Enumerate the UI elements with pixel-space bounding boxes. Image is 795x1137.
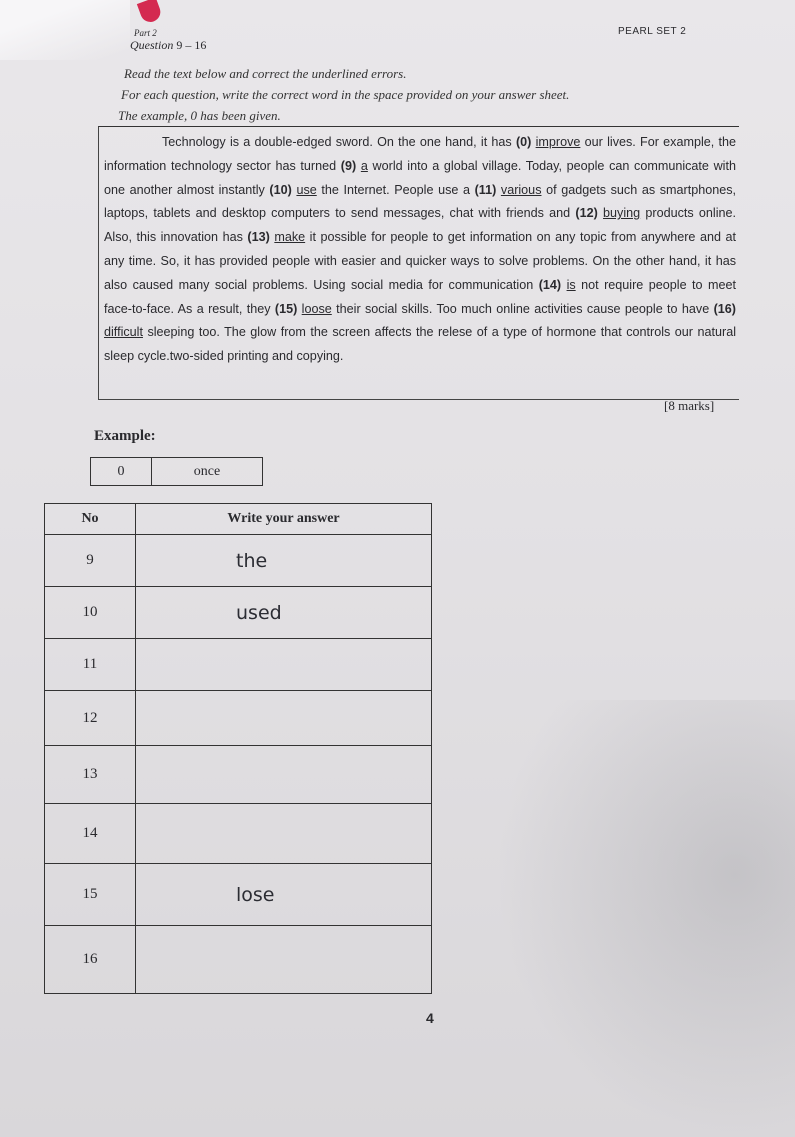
set-label: PEARL SET 2 bbox=[618, 26, 687, 37]
row-number: 15 bbox=[45, 864, 136, 926]
part-label: Part 2 bbox=[134, 28, 157, 38]
underlined-error-16: difficult bbox=[104, 325, 143, 340]
underlined-error-11: various bbox=[500, 182, 542, 197]
row-number: 14 bbox=[45, 804, 136, 864]
background-shape bbox=[0, 0, 130, 60]
table-row bbox=[45, 639, 432, 691]
answer-table bbox=[44, 503, 432, 994]
answer-cell[interactable] bbox=[136, 746, 432, 804]
question-label: Question bbox=[130, 38, 174, 52]
row-number: 12 bbox=[45, 691, 136, 746]
page-number: 4 bbox=[426, 1010, 434, 1026]
row-number: 16 bbox=[45, 926, 136, 994]
underlined-error-14: is bbox=[566, 277, 576, 292]
table-row bbox=[45, 746, 432, 804]
example-label: Example: bbox=[94, 428, 156, 444]
answer-cell[interactable] bbox=[136, 804, 432, 864]
table-row bbox=[45, 804, 432, 864]
col-answer-header: Write your answer bbox=[136, 504, 432, 535]
answer-cell[interactable] bbox=[136, 639, 432, 691]
underlined-error-10: use bbox=[296, 182, 317, 197]
row-number: 10 bbox=[45, 587, 136, 639]
underlined-error-12: buying bbox=[603, 206, 641, 221]
table-row bbox=[45, 926, 432, 994]
underlined-error-13: make bbox=[274, 230, 306, 245]
question-range: 9 – 16 bbox=[176, 38, 207, 52]
question-heading bbox=[130, 38, 206, 53]
answer-cell[interactable] bbox=[136, 691, 432, 746]
instruction-3: The example, 0 has been given. bbox=[118, 108, 281, 123]
instruction-1: Read the text below and correct the underlined errors. bbox=[124, 66, 407, 81]
example-answer: once bbox=[152, 458, 263, 486]
answer-table-header bbox=[45, 504, 432, 535]
row-number: 13 bbox=[45, 746, 136, 804]
example-number: 0 bbox=[91, 458, 152, 486]
table-row bbox=[45, 535, 432, 587]
answer-cell[interactable]: used bbox=[136, 587, 432, 639]
marks-label: [8 marks] bbox=[664, 398, 715, 413]
table-row bbox=[45, 587, 432, 639]
row-number: 9 bbox=[45, 535, 136, 587]
table-row bbox=[45, 864, 432, 926]
table-row bbox=[45, 691, 432, 746]
answer-cell[interactable]: lose bbox=[136, 864, 432, 926]
underlined-error-15: loose bbox=[301, 301, 332, 316]
col-no-header: No bbox=[45, 504, 136, 535]
answer-cell[interactable]: the bbox=[136, 535, 432, 587]
paper-shadow bbox=[495, 700, 795, 1137]
passage-text: Technology is a double-edged sword. On the one hand, it has (0) improve our lives. For example, the information technology sector has turned (9) a world into a global village. Today, people can communicate with one another almost instantly (10) use the Internet. People use a (11) various of gadgets such as smartphones, laptops, tablets and desktop computers to send messages, chat with friends and (12) buying products online. Also, this innovation has (13) make it possible for people to get information on any topic from anywhere and at any time. So, it has provided people with easier and quicker ways to solve problems. On the other hand, it has also caused many social problems. Using social media for communication (14) is not require people to meet face-to-face. As a result, they (15) loose their social skills. Too much online activities cause people to have (16) difficult sleeping too. The glow from the screen affects the relese of a type of hormone that controls our natural sleep cycle.two-sided printing and copying. bbox=[104, 135, 737, 364]
underlined-error-0: improve bbox=[535, 135, 581, 149]
underlined-error-9: a bbox=[360, 158, 368, 173]
example-table bbox=[90, 457, 263, 486]
answer-cell[interactable] bbox=[136, 926, 432, 994]
instruction-2: For each question, write the correct word in the space provided on your answer sheet. bbox=[121, 87, 570, 102]
row-number: 11 bbox=[45, 639, 136, 691]
pink-corner-mark bbox=[137, 0, 163, 25]
